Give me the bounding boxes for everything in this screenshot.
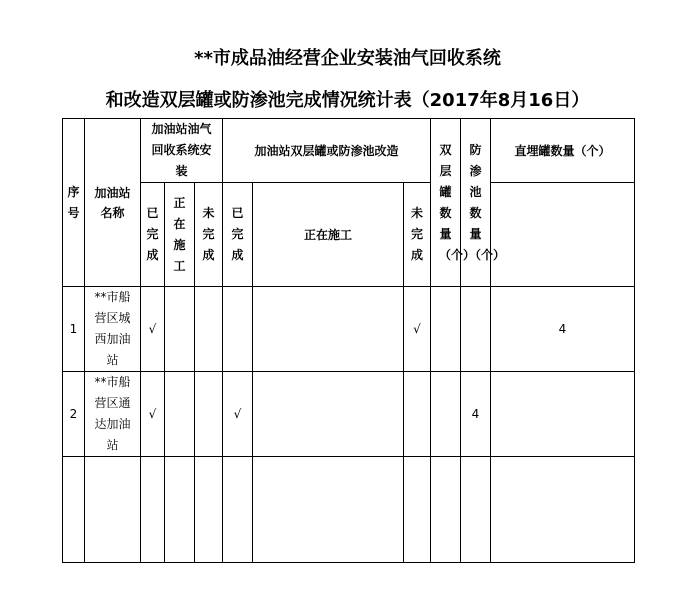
row-double-tank-count xyxy=(431,287,461,372)
table-row xyxy=(63,372,635,457)
table-row xyxy=(63,287,635,372)
row-vapor-not-done xyxy=(195,287,223,372)
header-seq: 序号 xyxy=(63,119,85,287)
row-tank-in-progress xyxy=(253,372,404,457)
row-seepage-pool-count: 4 xyxy=(461,372,491,457)
row-buried-tank-count: 4 xyxy=(491,287,635,372)
header-vapor-not-done: 未完成 xyxy=(195,183,223,287)
table-row xyxy=(63,457,635,563)
header-double-tank-retrofit: 加油站双层罐或防渗池改造 xyxy=(223,119,431,183)
statistics-table xyxy=(62,118,635,563)
row-seepage-pool-count xyxy=(461,287,491,372)
row-vapor-in-progress xyxy=(165,372,195,457)
row-station xyxy=(85,457,141,563)
row-station: **市船营区城西加油站 xyxy=(85,287,141,372)
title-line-2: 和改造双层罐或防渗池完成情况统计表（2017年8月16日） xyxy=(105,90,590,111)
row-buried-tank-count xyxy=(491,457,635,563)
header-tank-in-progress: 正在施工 xyxy=(253,183,404,287)
row-vapor-not-done xyxy=(195,457,223,563)
row-vapor-done: √ xyxy=(141,372,165,457)
header-station: 加油站名称 xyxy=(85,119,141,287)
row-vapor-in-progress xyxy=(165,287,195,372)
row-tank-not-done xyxy=(404,457,431,563)
row-tank-in-progress xyxy=(253,457,404,563)
header-vapor-in-progress: 正在施工 xyxy=(165,183,195,287)
row-double-tank-count xyxy=(431,457,461,563)
row-vapor-done xyxy=(141,457,165,563)
row-vapor-done: √ xyxy=(141,287,165,372)
row-tank-not-done xyxy=(404,372,431,457)
header-vapor-done: 已完成 xyxy=(141,183,165,287)
row-tank-done xyxy=(223,457,253,563)
header-buried-tank-count: 直埋罐数量（个） xyxy=(491,119,635,183)
row-seq xyxy=(63,457,85,563)
row-tank-not-done: √ xyxy=(404,287,431,372)
header-tank-done: 已完成 xyxy=(223,183,253,287)
row-buried-tank-count xyxy=(491,372,635,457)
header-buried-tank-blank xyxy=(491,183,635,287)
row-tank-in-progress xyxy=(253,287,404,372)
header-seepage-pool-count: 防渗池数量（个） xyxy=(461,119,491,287)
row-station: **市船营区通达加油站 xyxy=(85,372,141,457)
row-seepage-pool-count xyxy=(461,457,491,563)
row-double-tank-count xyxy=(431,372,461,457)
row-seq: 1 xyxy=(63,287,85,372)
title-line-1: **市成品油经营企业安装油气回收系统 xyxy=(194,48,501,69)
row-seq: 2 xyxy=(63,372,85,457)
row-tank-done: √ xyxy=(223,372,253,457)
header-vapor-recovery-install: 加油站油气回收系统安装 xyxy=(141,119,223,183)
header-tank-not-done: 未完成 xyxy=(404,183,431,287)
header-double-tank-count: 双层罐数量（个） xyxy=(431,119,461,287)
row-tank-done xyxy=(223,287,253,372)
row-vapor-not-done xyxy=(195,372,223,457)
row-vapor-in-progress xyxy=(165,457,195,563)
